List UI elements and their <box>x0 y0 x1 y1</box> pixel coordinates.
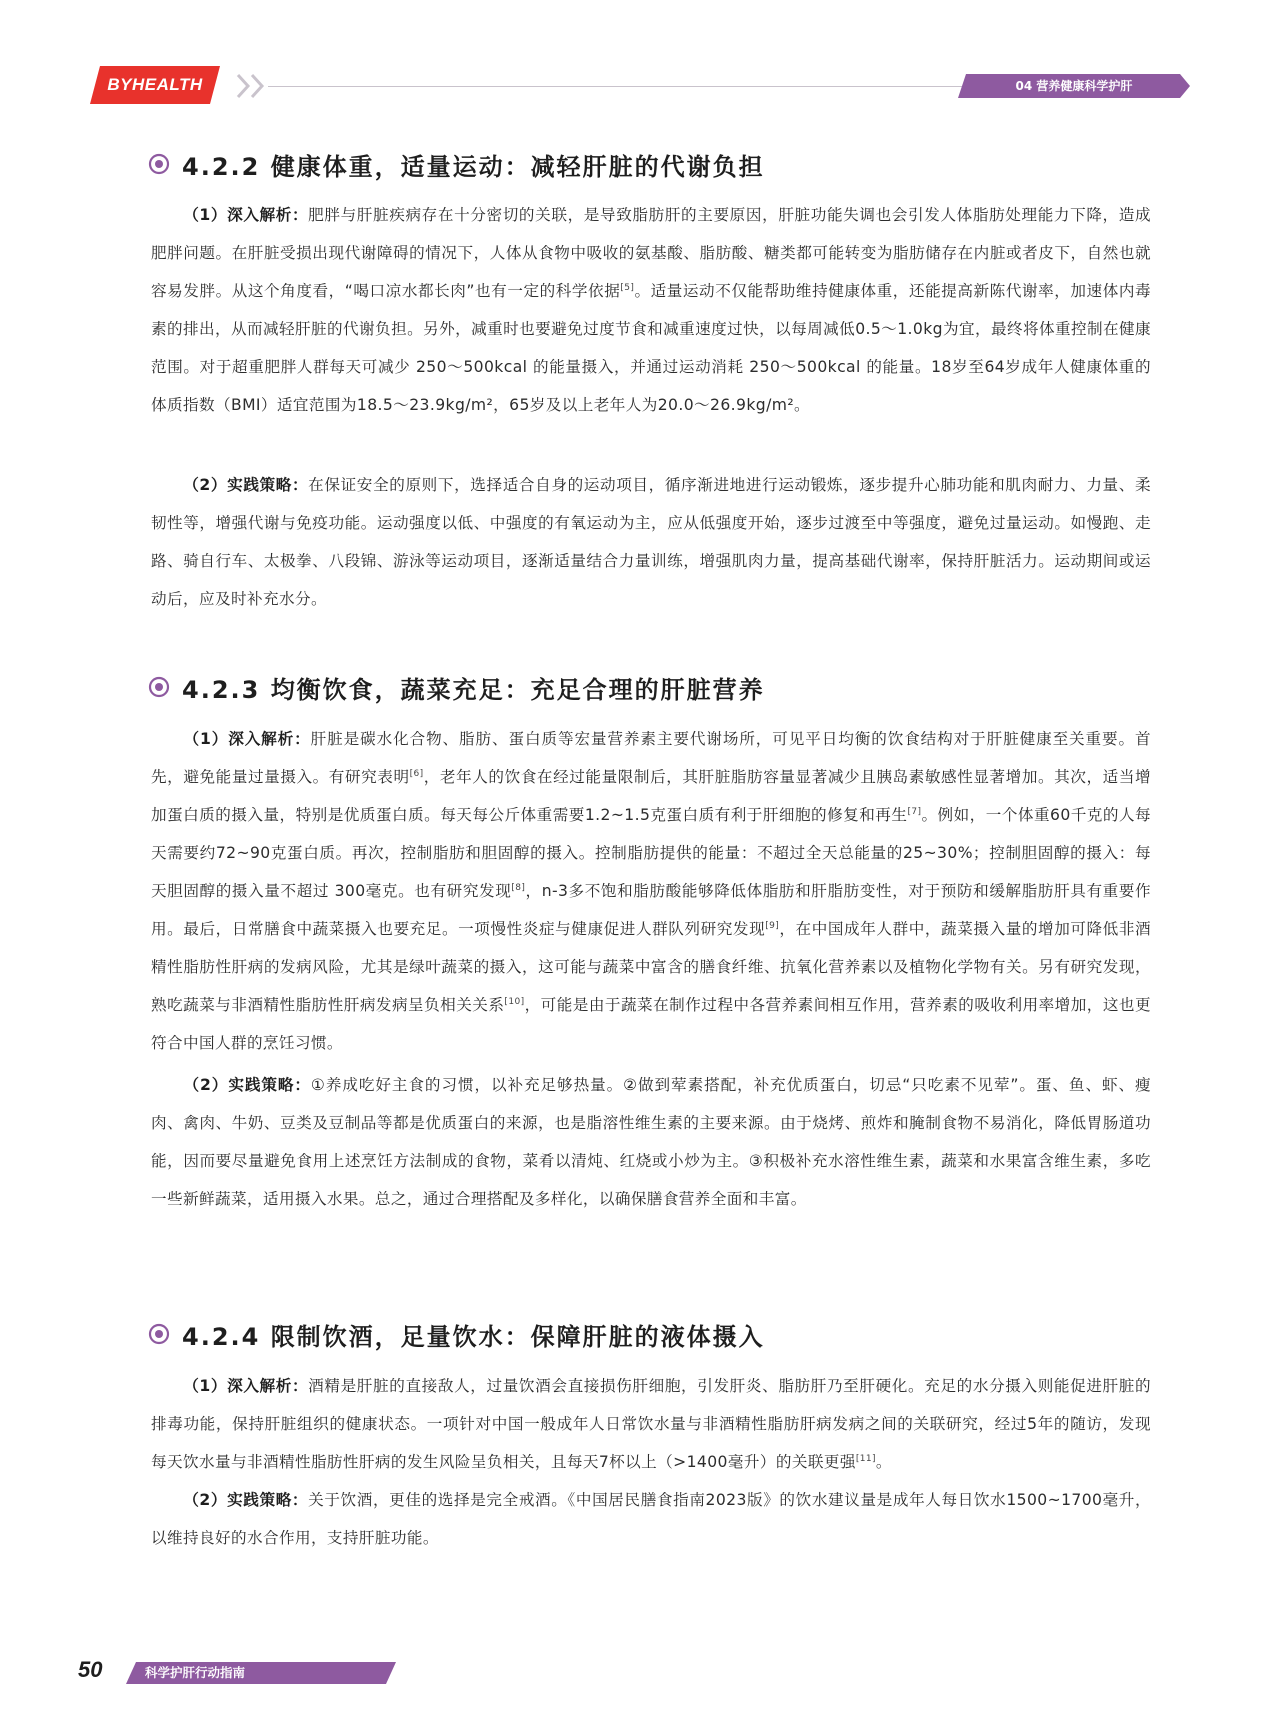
target-circle-icon <box>148 676 170 698</box>
paragraph-strategy-4-2-4 <box>151 1481 1151 1557</box>
paragraph-text: ，可能是由于蔬菜在制作过程中各营养素间相互作用，营养素的吸收利用率增加，这也更符合中国人群的烹饪习惯。 <box>151 996 1151 1052</box>
paragraph-text: ①养成吃好主食的习惯，以补充足够热量。②做到荤素搭配，补充优质蛋白，切忌“只吃素不见荤”。蛋、鱼、虾、瘦肉、禽肉、牛奶、豆类及豆制品等都是优质蛋白的来源，也是脂溶性维生素的主要来源。由于烧烤、煎炸和腌制食物不易消化，降低胃肠道功能，因而要尽量避免食用上述烹饪方法制成的食物，菜肴以清炖、红烧或小炒为主。③积极补充水溶性维生素，蔬菜和水果富含维生素，多吃一些新鲜蔬菜，适用摄入水果。总之，通过合理搭配及多样化，以确保膳食营养全面和丰富。 <box>151 1076 1151 1208</box>
paragraph-analysis-4-2-2 <box>151 196 1151 424</box>
heading-text: 4.2.3 均衡饮食，蔬菜充足：充足合理的肝脏营养 <box>182 675 765 704</box>
citation: [6] <box>409 768 424 779</box>
paragraph-label: （1）深入解析： <box>183 730 311 748</box>
paragraph-text: 。例如，一个体重60千克的人每天需要约72~90克蛋白质。再次，控制脂肪和胆固醇的摄入。控制脂肪提供的能量：不超过全天总能量的25~30%；控制胆固醇的摄入：每天胆固醇的摄入量不超过 300毫克。也有研究发现 <box>151 806 1152 900</box>
citation: [11] <box>855 1453 876 1464</box>
heading-text: 4.2.4 限制饮酒，足量饮水：保障肝脏的液体摄入 <box>182 1322 765 1351</box>
paragraph-text: 关于饮酒，更佳的选择是完全戒酒。《中国居民膳食指南2023版》的饮水建议量是成年人每日饮水1500~1700毫升，以维持良好的水合作用，支持肝脏功能。 <box>151 1491 1151 1547</box>
paragraph-text: 酒精是肝脏的直接敌人，过量饮酒会直接损伤肝细胞，引发肝炎、脂肪肝乃至肝硬化。充足的水分摄入则能促进肝脏的排毒功能，保持肝脏组织的健康状态。一项针对中国一般成年人日常饮水量与非酒精性脂肪肝病发病之间的关联研究，经过5年的随访，发现每天饮水量与非酒精性脂肪性肝病的发生风险呈负相关，且每天7杯以上（>1400毫升）的关联更强 <box>151 1377 1151 1471</box>
paragraph-text: 。适量运动不仅能帮助维持健康体重，还能提高新陈代谢率，加速体内毒素的排出，从而减轻肝脏的代谢负担。另外，减重时也要避免过度节食和减重速度过快，以每周减低0.5～1.0kg为宜，最终将体重控制在健康范围。对于超重肥胖人群每天可减少 250～500kcal 的能量摄入，并通过运动消耗 250～500kcal 的能量。18岁至64岁成年人健康体重的体质指数（BMI）适宜范围为18.5～23.9kg/m²，65岁及以上老年人为20.0～26.9kg/m²。 <box>151 282 1151 414</box>
brand-name: BYHEALTH <box>107 75 203 94</box>
paragraph-strategy-4-2-2 <box>151 466 1151 618</box>
target-circle-icon <box>148 1323 170 1345</box>
citation: [9] <box>765 920 780 931</box>
heading-text: 4.2.2 健康体重，适量运动：减轻肝脏的代谢负担 <box>182 152 765 181</box>
footer-title: 科学护肝行动指南 <box>145 1665 246 1680</box>
paragraph-label: （1）深入解析： <box>183 206 309 224</box>
citation: [7] <box>907 806 922 817</box>
paragraph-label: （2）实践策略： <box>183 1491 309 1509</box>
target-circle-icon <box>148 153 170 175</box>
paragraph-analysis-4-2-3 <box>151 720 1151 1062</box>
paragraph-text: 。 <box>875 1453 892 1471</box>
section-heading-4-2-3 <box>148 669 765 705</box>
paragraph-text: ，老年人的饮食在经过能量限制后，其肝脏脂肪容量显著减少且胰岛素敏感性显著增加。其次，适当增加蛋白质的摄入量，特别是优质蛋白质。每天每公斤体重需要1.2~1.5克蛋白质有利于肝细胞的修复和再生 <box>151 768 1151 824</box>
paragraph-label: （2）实践策略： <box>183 1076 311 1094</box>
paragraph-text: 肥胖与肝脏疾病存在十分密切的关联，是导致脂肪肝的主要原因，肝脏功能失调也会引发人体脂肪处理能力下降，造成肥胖问题。在肝脏受损出现代谢障碍的情况下，人体从食物中吸收的氨基酸、脂肪酸、糖类都可能转变为脂肪储存在内脏或者皮下，自然也就容易发胖。从这个角度看，“喝口凉水都长肉”也有一定的科学依据 <box>151 206 1151 300</box>
paragraph-strategy-4-2-3 <box>151 1066 1151 1218</box>
section-heading-4-2-4 <box>148 1316 765 1352</box>
paragraph-analysis-4-2-4 <box>151 1367 1151 1481</box>
paragraph-label: （2）实践策略： <box>183 476 309 494</box>
paragraph-label: （1）深入解析： <box>183 1377 309 1395</box>
citation: [8] <box>511 882 526 893</box>
paragraph-text: 在保证安全的原则下，选择适合自身的运动项目，循序渐进地进行运动锻炼，逐步提升心肺功能和肌肉耐力、力量、柔韧性等，增强代谢与免疫功能。运动强度以低、中强度的有氧运动为主，应从低强度开始，逐步过渡至中等强度，避免过量运动。如慢跑、走路、骑自行车、太极拳、八段锦、游泳等运动项目，逐渐适量结合力量训练，增强肌肉力量，提高基础代谢率，保持肝脏活力。运动期间或运动后，应及时补充水分。 <box>151 476 1151 608</box>
section-heading-4-2-2 <box>148 146 765 182</box>
citation: [10] <box>504 996 525 1007</box>
chevron-right-icon <box>236 72 270 100</box>
paragraph-text: ，n-3多不饱和脂肪酸能够降低体脂肪和肝脂肪变性，对于预防和缓解脂肪肝具有重要作用。最后，日常膳食中蔬菜摄入也要充足。一项慢性炎症与健康促进人群队列研究发现 <box>151 882 1151 938</box>
header-divider <box>268 86 968 87</box>
paragraph-text: ，在中国成年人群中，蔬菜摄入量的增加可降低非酒精性脂肪性肝病的发病风险，尤其是绿叶蔬菜的摄入，这可能与蔬菜中富含的膳食纤维、抗氧化营养素以及植物化学物有关。另有研究发现，熟吃蔬菜与非酒精性脂肪性肝病发病呈负相关关系 <box>151 920 1152 1014</box>
section-tag: 04 营养健康科学护肝 <box>1015 79 1133 93</box>
paragraph-text: 肝脏是碳水化合物、脂肪、蛋白质等宏量营养素主要代谢场所，可见平日均衡的饮食结构对于肝脏健康至关重要。首先，避免能量过量摄入。有研究表明 <box>151 730 1151 786</box>
citation: [5] <box>620 282 635 293</box>
page-number: 50 <box>78 1657 103 1682</box>
brand-logo <box>90 66 220 104</box>
